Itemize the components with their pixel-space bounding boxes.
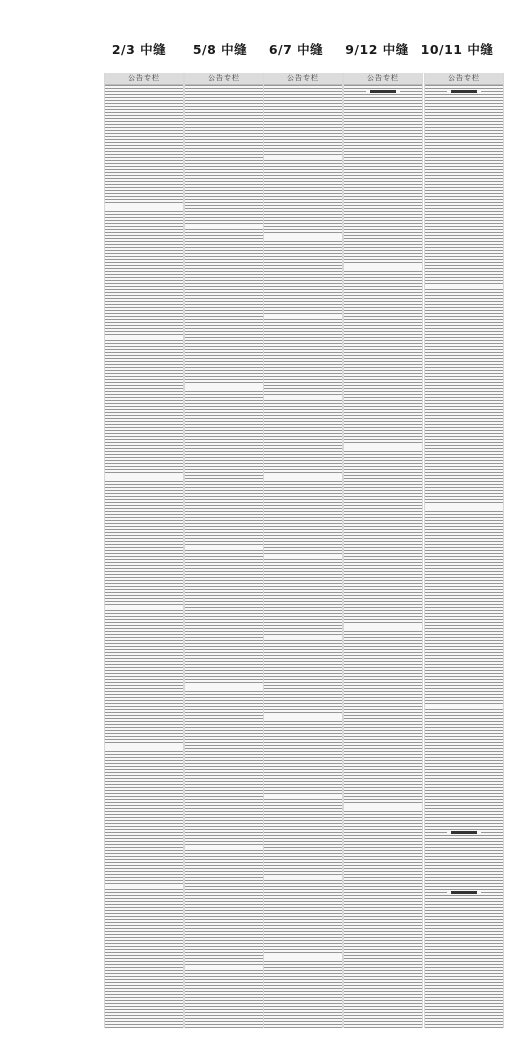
column-label-1: 2/3 中缝 bbox=[111, 42, 167, 57]
column-header: 公告专栏 bbox=[105, 73, 183, 85]
notice-column-2 bbox=[184, 73, 264, 1028]
notice-column-1 bbox=[104, 73, 184, 1028]
column-label-5: 10/11 中缝 bbox=[420, 42, 494, 57]
notice-column-4 bbox=[343, 73, 423, 1028]
column-text-block bbox=[185, 85, 263, 1028]
column-label-3: 6/7 中缝 bbox=[268, 42, 324, 57]
notice-column-3 bbox=[263, 73, 343, 1028]
column-header: 公告专栏 bbox=[185, 73, 263, 85]
notice-column-5 bbox=[424, 73, 504, 1028]
column-label-4: 9/12 中缝 bbox=[345, 42, 409, 57]
column-header: 公告专栏 bbox=[425, 73, 503, 85]
column-text-block bbox=[425, 85, 503, 1028]
column-text-block bbox=[264, 85, 342, 1028]
column-label-2: 5/8 中缝 bbox=[192, 42, 248, 57]
column-text-block bbox=[344, 85, 422, 1028]
column-text-block bbox=[105, 85, 183, 1028]
column-header: 公告专栏 bbox=[264, 73, 342, 85]
column-header: 公告专栏 bbox=[344, 73, 422, 85]
